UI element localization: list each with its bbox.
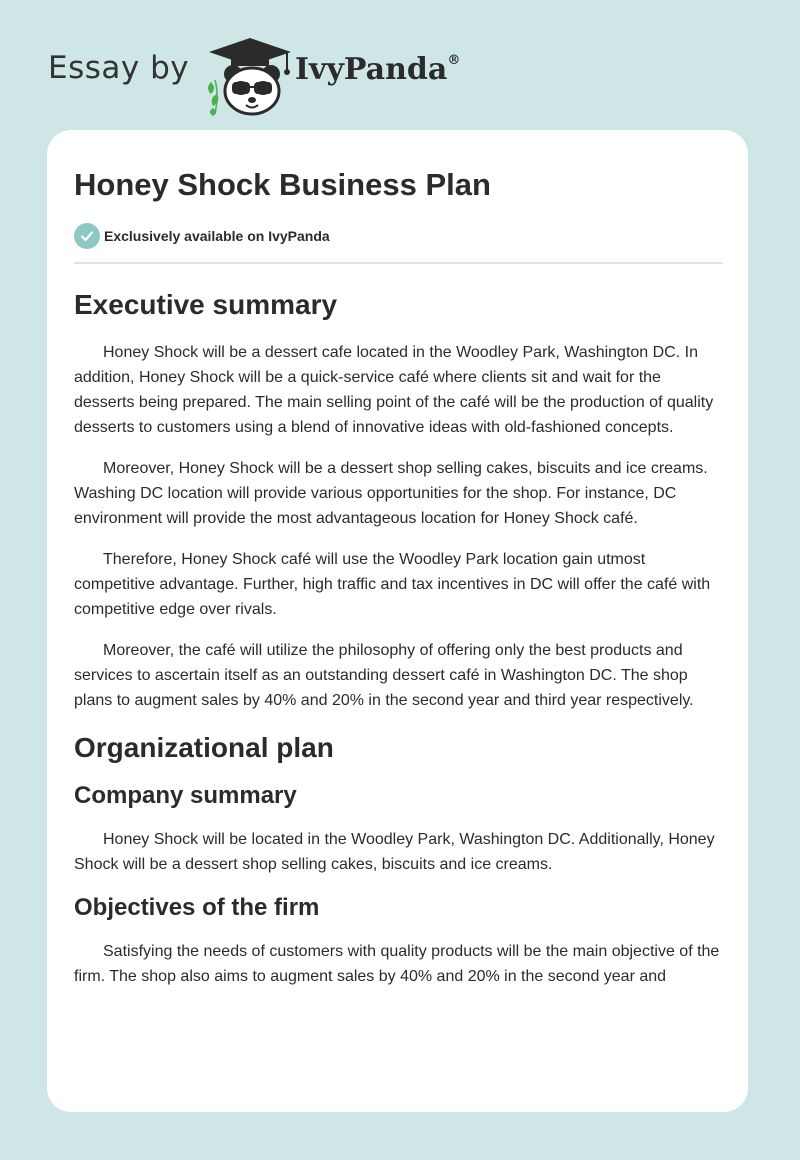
page-title: Honey Shock Business Plan <box>74 167 491 202</box>
section-heading-organizational-plan: Organizational plan <box>74 732 334 763</box>
paragraph: Satisfying the needs of customers with quality products will be the main objective of the firm. The shop also aims to augment sales by 40% and 20% in the second year and <box>74 943 720 985</box>
brand-name[interactable] <box>295 52 460 87</box>
title-divider <box>74 262 723 264</box>
paragraph: Honey Shock will be located in the Woodley Park, Washington DC. Additionally, Honey Shock will be a dessert shop selling cakes, biscuits and ice creams. <box>74 831 715 873</box>
paragraph: Moreover, the café will utilize the philosophy of offering only the best products and services to ascertain itself as an outstanding dessert café in Washington DC. The shop plans to augment sales by 40% and 20% in the second year and third year respectively. <box>74 642 694 709</box>
section-heading-executive-summary: Executive summary <box>74 289 338 320</box>
ivypanda-logo[interactable] <box>203 36 298 116</box>
check-icon <box>74 223 100 249</box>
article-body <box>74 166 724 989</box>
paragraph: Therefore, Honey Shock café will use the Woodley Park location gain utmost competitive advantage. Further, high traffic and tax incentives in DC will offer the café with competitive edge over rivals. <box>74 551 711 618</box>
paragraph: Honey Shock will be a dessert cafe located in the Woodley Park, Washington DC. In addition, Honey Shock will be a quick-service café where clients sit and wait for the desserts being prepared. The main selling point of the café will be the production of quality desserts to customers using a blend of innovative ideas with old-fashioned concepts. <box>74 344 714 436</box>
panda-graduate-icon <box>203 36 298 116</box>
subheading-company-summary: Company summary <box>74 782 297 809</box>
exclusive-label: Exclusively available on IvyPanda <box>104 228 330 244</box>
essay-by-label: Essay by <box>48 50 190 86</box>
site-header <box>48 30 748 120</box>
paragraph: Moreover, Honey Shock will be a dessert shop selling cakes, biscuits and ice creams. Washing DC location will provide various opportunities for the shop. For instance, DC environment will provide the most advantageous location for Honey Shock café. <box>74 460 708 527</box>
exclusive-badge <box>74 222 724 250</box>
brand-text: IvyPanda <box>295 52 448 87</box>
registered-mark: ® <box>447 53 461 68</box>
article-card <box>47 130 748 1112</box>
subheading-objectives: Objectives of the firm <box>74 894 320 921</box>
